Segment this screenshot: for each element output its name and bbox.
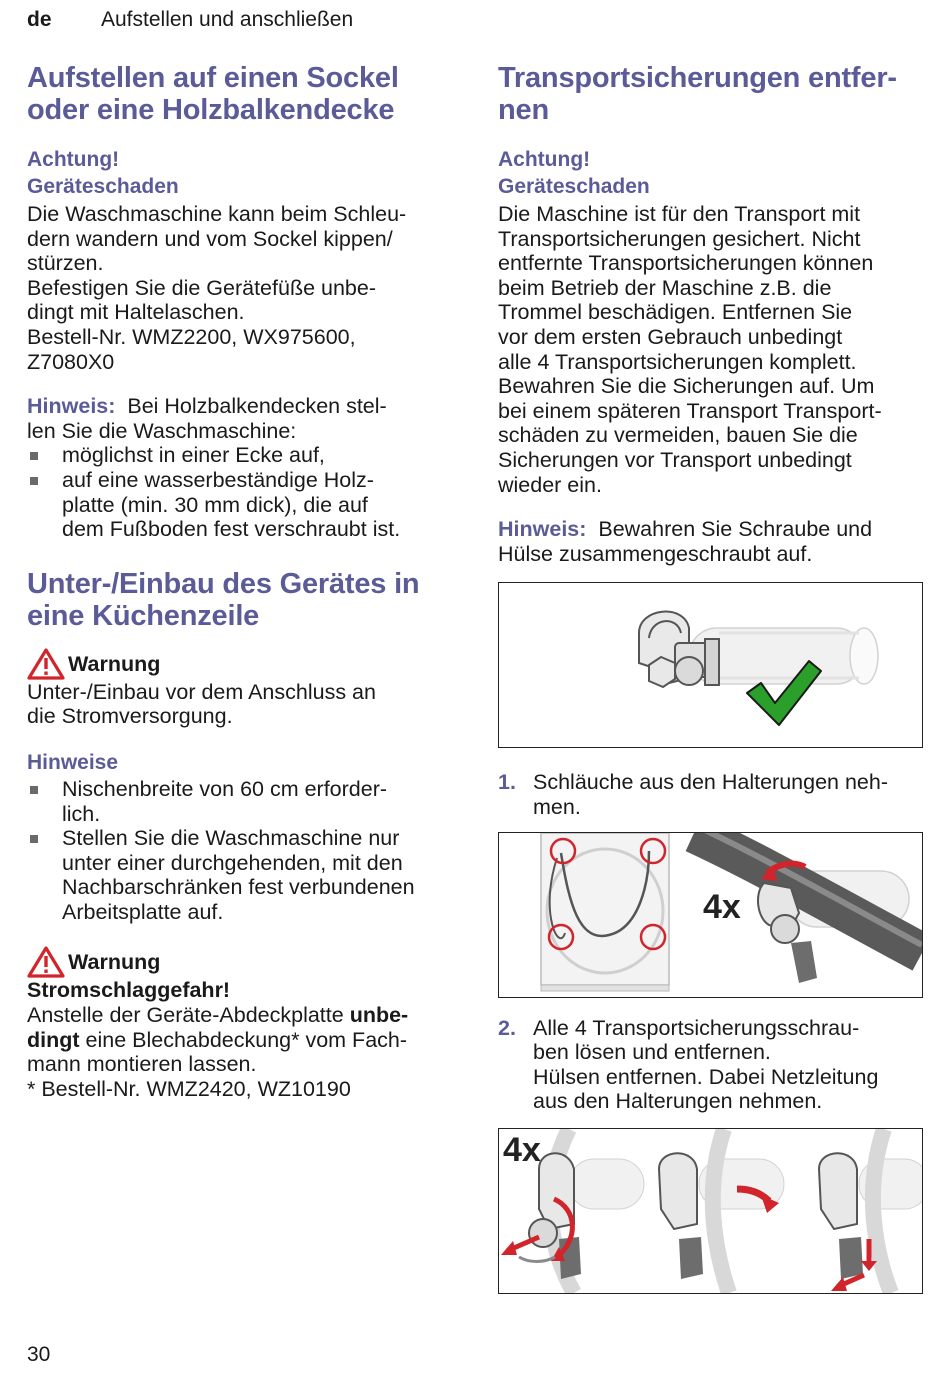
text-span: eine Blechabdeckung* vom Fach- [79, 1027, 408, 1052]
list-item: möglichst in einer Ecke auf, [27, 443, 457, 468]
warning-heading [27, 946, 457, 978]
panel-2 [659, 1129, 784, 1293]
step-number: 2. [498, 1015, 516, 1040]
caution-label: Achtung! [27, 148, 120, 171]
figure-remove-hoses [498, 832, 923, 998]
notes-bullet-list [27, 777, 457, 925]
text-span: Anstelle der Geräte-Abdeckplatte [27, 1003, 350, 1028]
order-number-note: * Bestell-Nr. WMZ2420, WZ10190 [27, 1076, 351, 1101]
caution-subtitle: Geräteschaden [498, 175, 650, 198]
text-line: dern wandern und vom Sockel kippen/ [27, 226, 393, 251]
step-item [498, 1016, 928, 1114]
text-line: Z7080X0 [27, 349, 115, 374]
right-column [498, 62, 928, 1294]
caution-text: Die Maschine ist für den Transport mit Transportsicherungen gesichert. Nicht entfernte Transportsicherungen können beim Betrieb der Maschine z.B. die Trommel beschädigen. Entfernen Sie vor dem ersten Gebrauch unbedingt alle 4 Transportsicherungen komplett. Bewahren Sie die Sicherungen auf. Um bei einem späteren Transport Transport- schäden zu vermeiden, bauen Sie die Sicherungen vor Transport unbedingt wieder ein. [498, 202, 882, 497]
warning-text: Unter-/Einbau vor dem Anschluss an die Stromversorgung. [27, 679, 376, 729]
bold-text-span: dingt [27, 1027, 80, 1052]
list-item: Stellen Sie die Waschmaschine nur unter einer durchgehenden, mit den Nachbarschränken fest verbundenen Arbeitsplatte auf. [27, 826, 457, 924]
text-line: Die Waschmaschine kann beim Schleu- [27, 202, 407, 226]
hose-removal-illustration [499, 833, 922, 997]
steps-list [498, 1016, 928, 1114]
hint-bullet-list [27, 443, 457, 541]
list-item: Nischenbreite von 60 cm erforder- lich. [27, 777, 457, 826]
warning-subtitle: Stromschlaggefahr! [27, 978, 231, 1003]
hint-label: Hinweis: [27, 394, 116, 419]
hint-text: Bei Holzbalkendecken stel- [127, 394, 387, 419]
figure-remove-screws [498, 1128, 923, 1294]
warning2-text-line3: mann montieren lassen. [27, 1052, 257, 1077]
warning-triangle-icon [27, 648, 65, 680]
hint-text-line2: Hülse zusammengeschraubt auf. [498, 541, 813, 566]
warning2-text-line2 [27, 1028, 457, 1053]
section-title-transportsicherungen: Transportsicherungen entfer- nen [498, 62, 897, 126]
warning-label: Warnung [68, 950, 161, 975]
panel-3 [819, 1129, 922, 1293]
step-item [498, 770, 928, 819]
section-title-einbau: Unter-/Einbau des Gerätes in eine Küchenzeile [27, 567, 420, 632]
steps-list [498, 770, 928, 819]
list-item: auf eine wasserbeständige Holz- platte (min. 30 mm dick), die auf dem Fußboden fest verschraubt ist. [27, 468, 457, 542]
warning-label: Warnung [68, 651, 161, 676]
language-code: de [27, 8, 52, 31]
section-title-sockel: Aufstellen auf einen Sockel oder eine Holzbalkendecke [27, 62, 399, 126]
caution-label: Achtung! [498, 148, 591, 171]
hint-label: Hinweis: [498, 517, 587, 542]
caution-text [27, 202, 457, 374]
hint-text-line2: len Sie die Waschmaschine: [27, 418, 297, 443]
screw-sleeve-illustration [499, 583, 922, 747]
warning-heading [27, 648, 457, 680]
screw-removal-illustration [499, 1129, 922, 1293]
caution-subtitle: Geräteschaden [27, 175, 179, 198]
left-column [27, 62, 457, 1101]
running-header-title: Aufstellen und anschließen [101, 8, 354, 31]
figure-screw-sleeve-assembled [498, 582, 923, 748]
step-text: Alle 4 Transportsicherungsschrau- ben lösen und entfernen. Hülsen entfernen. Dabei Netzleitung aus den Halterungen nehmen. [533, 1015, 879, 1114]
hint-text: Bewahren Sie Schraube und [598, 517, 873, 542]
hint-paragraph [27, 394, 457, 419]
hint-paragraph [498, 517, 928, 542]
page-number: 30 [27, 1343, 51, 1366]
multiplier-label: 4x [503, 1130, 541, 1169]
notes-label: Hinweise [27, 750, 119, 774]
text-line: Bestell-Nr. WMZ2200, WX975600, [27, 324, 356, 349]
warning-triangle-icon [27, 946, 65, 978]
step-number: 1. [498, 770, 516, 795]
multiplier-label: 4x [703, 887, 741, 926]
warning2-text-line1 [27, 1003, 457, 1028]
step-text: Schläuche aus den Halterungen neh- men. [533, 770, 889, 819]
text-line: Befestigen Sie die Gerätefüße unbe- [27, 275, 376, 300]
bold-text-span: unbe- [349, 1003, 409, 1028]
text-line: stürzen. [27, 251, 104, 276]
text-line: dingt mit Haltelaschen. [27, 300, 245, 325]
